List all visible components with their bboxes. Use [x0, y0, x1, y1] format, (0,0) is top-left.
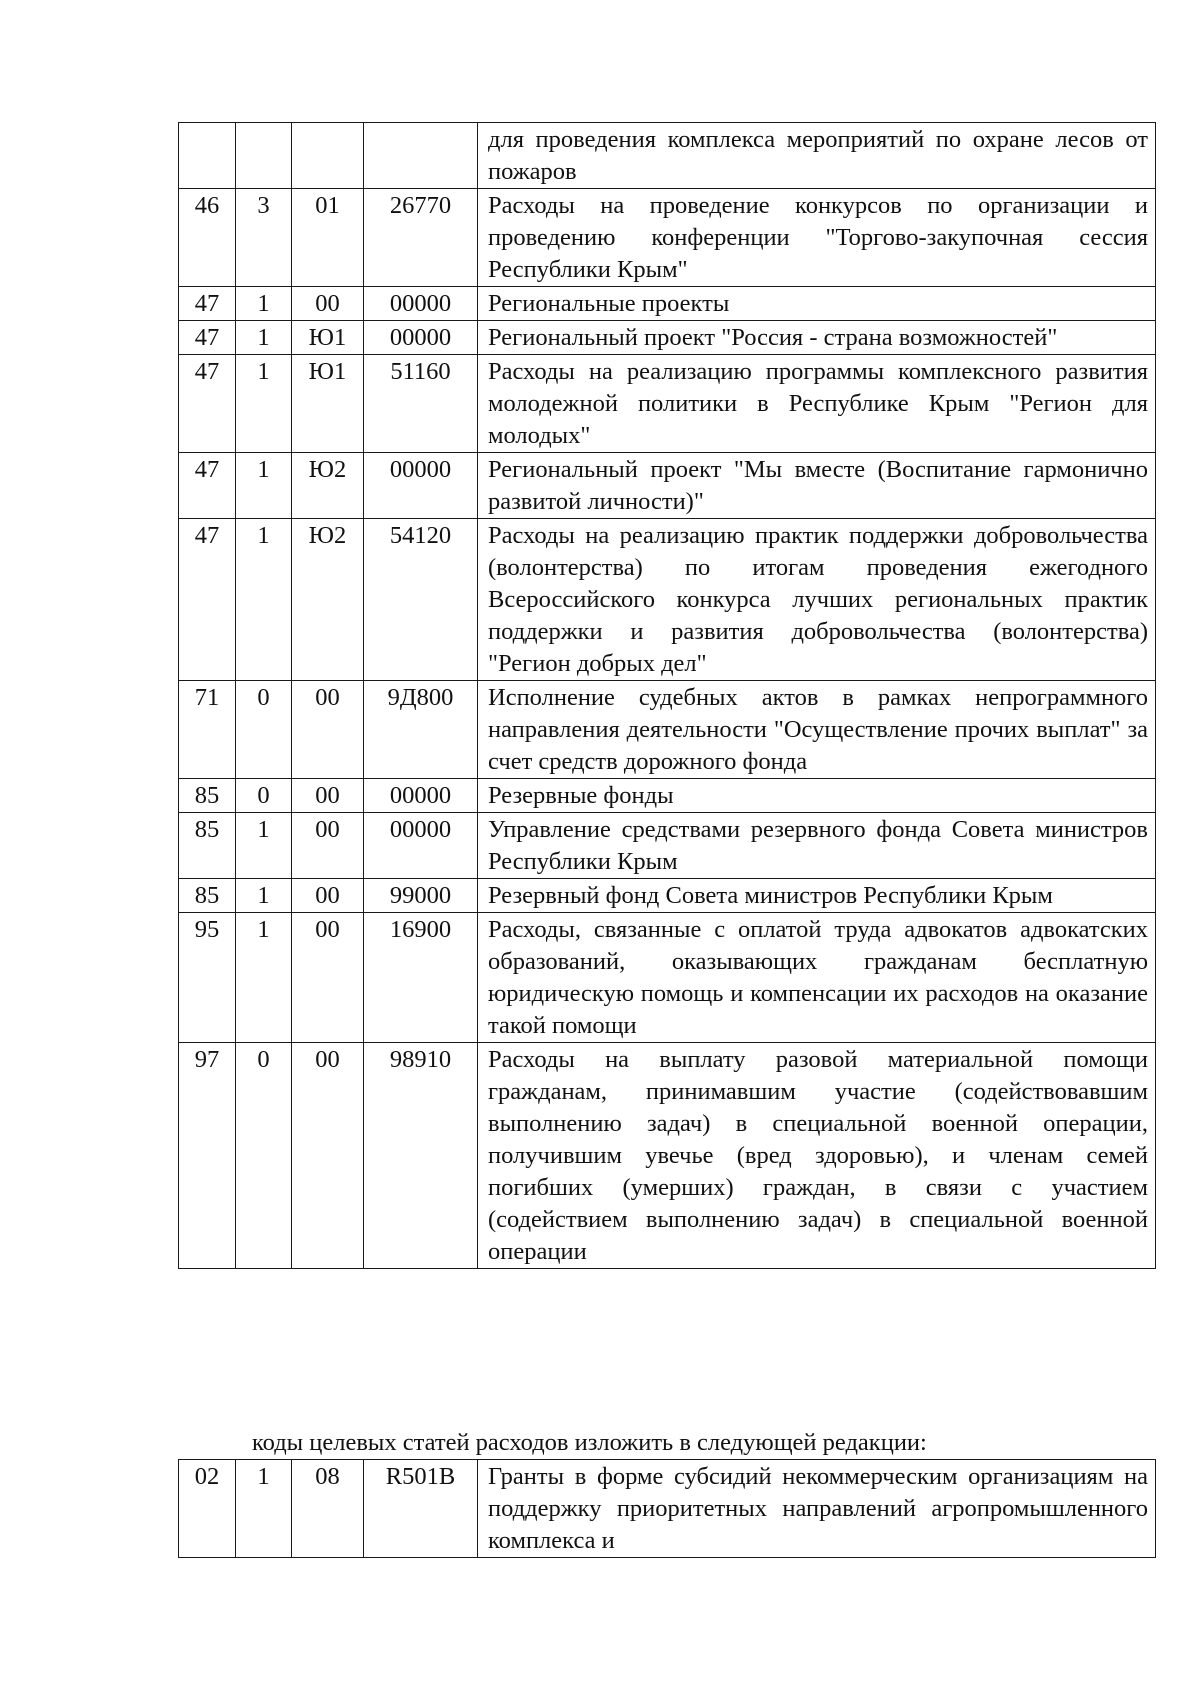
table-row — [179, 123, 1156, 189]
code-cell-2: 1 — [236, 355, 292, 453]
code-cell-1: 47 — [179, 321, 236, 355]
code-cell-4: 26770 — [364, 189, 478, 287]
table-row — [179, 453, 1156, 519]
code-cell-4: 99000 — [364, 879, 478, 913]
description-cell: Региональный проект "Россия - страна возможностей" — [478, 321, 1156, 355]
code-cell-1: 47 — [179, 519, 236, 681]
code-cell-1: 97 — [179, 1043, 236, 1269]
table-row — [179, 355, 1156, 453]
code-cell-4: 00000 — [364, 813, 478, 879]
code-cell-2: 1 — [236, 879, 292, 913]
description-cell: для проведения комплекса мероприятий по охране лесов от пожаров — [478, 123, 1156, 189]
code-cell-2: 1 — [236, 1460, 292, 1558]
code-cell-4: 00000 — [364, 453, 478, 519]
table-row — [179, 189, 1156, 287]
description-cell: Расходы, связанные с оплатой труда адвокатов адвокатских образований, оказывающих гражданам бесплатную юридическую помощь и компенсации их расходов на оказание такой помощи — [478, 913, 1156, 1043]
code-cell-2: 3 — [236, 189, 292, 287]
description-cell: Расходы на проведение конкурсов по организации и проведению конференции "Торгово-закупочная сессия Республики Крым" — [478, 189, 1156, 287]
code-cell-3: 00 — [292, 813, 364, 879]
code-cell-3: 00 — [292, 779, 364, 813]
table-row — [179, 813, 1156, 879]
code-cell-4 — [364, 123, 478, 189]
code-cell-3: 00 — [292, 913, 364, 1043]
code-cell-4: R501B — [364, 1460, 478, 1558]
code-cell-1: 47 — [179, 287, 236, 321]
code-cell-3: 00 — [292, 879, 364, 913]
code-cell-2: 0 — [236, 779, 292, 813]
code-cell-3: 08 — [292, 1460, 364, 1558]
code-cell-2: 0 — [236, 1043, 292, 1269]
table-row — [179, 1043, 1156, 1269]
code-cell-3: 00 — [292, 681, 364, 779]
description-cell: Гранты в форме субсидий некоммерческим организациям на поддержку приоритетных направлений агропромышленного комплекса и — [478, 1460, 1156, 1558]
code-cell-3: Ю2 — [292, 519, 364, 681]
table-row — [179, 321, 1156, 355]
code-cell-3: 01 — [292, 189, 364, 287]
code-cell-4: 54120 — [364, 519, 478, 681]
code-cell-4: 9Д800 — [364, 681, 478, 779]
code-cell-1: 85 — [179, 879, 236, 913]
instruction-text: коды целевых статей расходов изложить в следующей редакции: — [252, 1429, 927, 1456]
description-cell: Региональные проекты — [478, 287, 1156, 321]
table-row — [179, 681, 1156, 779]
code-cell-4: 16900 — [364, 913, 478, 1043]
description-cell: Управление средствами резервного фонда Совета министров Республики Крым — [478, 813, 1156, 879]
code-cell-1: 47 — [179, 355, 236, 453]
code-cell-2: 1 — [236, 913, 292, 1043]
description-cell: Исполнение судебных актов в рамках непрограммного направления деятельности "Осуществление прочих выплат" за счет средств дорожного фонда — [478, 681, 1156, 779]
code-cell-1: 46 — [179, 189, 236, 287]
description-cell: Расходы на реализацию программы комплексного развития молодежной политики в Республике Крым "Регион для молодых" — [478, 355, 1156, 453]
code-cell-1: 85 — [179, 813, 236, 879]
code-cell-2: 1 — [236, 813, 292, 879]
description-cell: Региональный проект "Мы вместе (Воспитание гармонично развитой личности)" — [478, 453, 1156, 519]
code-cell-4: 00000 — [364, 321, 478, 355]
table-row — [179, 913, 1156, 1043]
code-cell-2: 1 — [236, 453, 292, 519]
code-cell-1: 85 — [179, 779, 236, 813]
code-cell-3: 00 — [292, 1043, 364, 1269]
code-cell-3: Ю2 — [292, 453, 364, 519]
table-row — [179, 779, 1156, 813]
table-row — [179, 287, 1156, 321]
code-cell-2: 0 — [236, 681, 292, 779]
target-articles-table — [178, 122, 1156, 1269]
code-cell-3: Ю1 — [292, 355, 364, 453]
code-cell-1: 47 — [179, 453, 236, 519]
code-cell-4: 00000 — [364, 287, 478, 321]
code-cell-1: 71 — [179, 681, 236, 779]
code-cell-2: 1 — [236, 519, 292, 681]
code-cell-3 — [292, 123, 364, 189]
replacement-codes-table — [178, 1459, 1156, 1558]
code-cell-2: 1 — [236, 287, 292, 321]
code-cell-4: 00000 — [364, 779, 478, 813]
table-row — [179, 1460, 1156, 1558]
description-cell: Расходы на реализацию практик поддержки добровольчества (волонтерства) по итогам проведения ежегодного Всероссийского конкурса лучших региональных практик поддержки и развития добровольчества (волонтерства) "Регион добрых дел" — [478, 519, 1156, 681]
code-cell-3: Ю1 — [292, 321, 364, 355]
code-cell-1: 95 — [179, 913, 236, 1043]
code-cell-4: 51160 — [364, 355, 478, 453]
code-cell-4: 98910 — [364, 1043, 478, 1269]
description-cell: Расходы на выплату разовой материальной помощи гражданам, принимавшим участие (содействовавшим выполнению задач) в специальной военной операции, получившим увечье (вред здоровью), и членам семей погибших (умерших) граждан, в связи с участием (содействием выполнению задач) в специальной военной операции — [478, 1043, 1156, 1269]
code-cell-1 — [179, 123, 236, 189]
code-cell-1: 02 — [179, 1460, 236, 1558]
code-cell-2 — [236, 123, 292, 189]
table-row — [179, 879, 1156, 913]
description-cell: Резервный фонд Совета министров Республики Крым — [478, 879, 1156, 913]
table-row — [179, 519, 1156, 681]
description-cell: Резервные фонды — [478, 779, 1156, 813]
code-cell-2: 1 — [236, 321, 292, 355]
code-cell-3: 00 — [292, 287, 364, 321]
